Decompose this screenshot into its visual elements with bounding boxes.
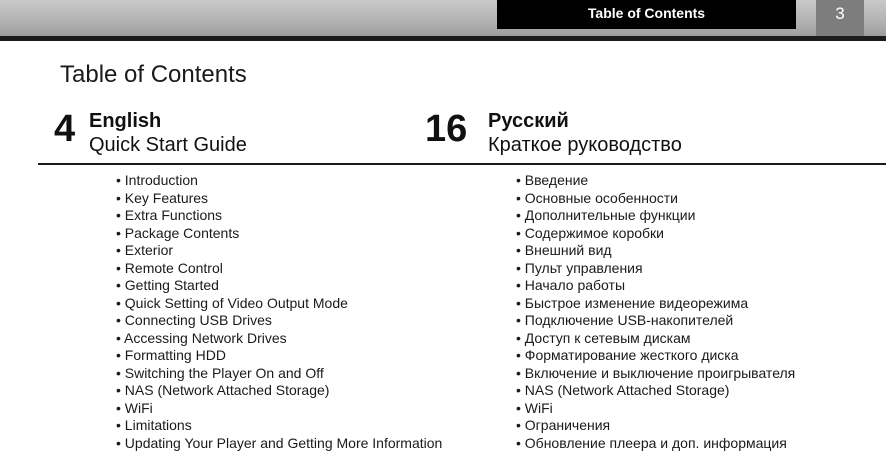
toc-item[interactable]: • WiFi [516,400,795,418]
toc-item[interactable]: • Remote Control [116,260,442,278]
toc-item[interactable]: • Подключение USB-накопителей [516,312,795,330]
toc-item[interactable]: • Включение и выключение проигрывателя [516,365,795,383]
toc-item[interactable]: • NAS (Network Attached Storage) [116,382,442,400]
toc-item[interactable]: • Быстрое изменение видеорежима [516,295,795,313]
toc-item[interactable]: • Quick Setting of Video Output Mode [116,295,442,313]
russian-heading[interactable]: Русский [488,110,569,132]
toc-item[interactable]: • Switching the Player On and Off [116,365,442,383]
toc-item[interactable]: • WiFi [116,400,442,418]
russian-subtitle: Краткое руководство [488,134,682,156]
english-heading[interactable]: English [89,110,162,132]
toc-item[interactable]: • Пульт управления [516,260,795,278]
toc-item[interactable]: • NAS (Network Attached Storage) [516,382,795,400]
section-divider [38,163,886,165]
toc-item[interactable]: • Ограничения [516,417,795,435]
toc-item[interactable]: • Обновление плеера и доп. информация [516,435,795,453]
toc-item[interactable]: • Connecting USB Drives [116,312,442,330]
toc-item[interactable]: • Внешний вид [516,242,795,260]
english-page-number[interactable]: 4 [54,108,76,150]
russian-toc-list [516,172,795,452]
toc-item[interactable]: • Содержимое коробки [516,225,795,243]
toc-item[interactable]: • Limitations [116,417,442,435]
english-toc-list [116,172,442,452]
header-divider [0,36,886,41]
toc-item[interactable]: • Updating Your Player and Getting More Information [116,435,442,453]
page-number: 3 [816,0,864,36]
toc-item[interactable]: • Дополнительные функции [516,207,795,225]
russian-page-number[interactable]: 16 [425,108,468,150]
toc-item[interactable]: • Введение [516,172,795,190]
toc-item[interactable]: • Key Features [116,190,442,208]
toc-item[interactable]: • Accessing Network Drives [116,330,442,348]
english-subtitle: Quick Start Guide [89,134,247,156]
toc-item[interactable]: • Getting Started [116,277,442,295]
page-title: Table of Contents [60,61,247,88]
toc-item[interactable]: • Introduction [116,172,442,190]
toc-item[interactable]: • Доступ к сетевым дискам [516,330,795,348]
toc-item[interactable]: • Package Contents [116,225,442,243]
toc-item[interactable]: • Основные особенности [516,190,795,208]
toc-item[interactable]: • Начало работы [516,277,795,295]
toc-item[interactable]: • Форматирование жесткого диска [516,347,795,365]
section-tab[interactable]: Table of Contents [497,0,796,29]
toc-item[interactable]: • Exterior [116,242,442,260]
toc-item[interactable]: • Formatting HDD [116,347,442,365]
toc-item[interactable]: • Extra Functions [116,207,442,225]
